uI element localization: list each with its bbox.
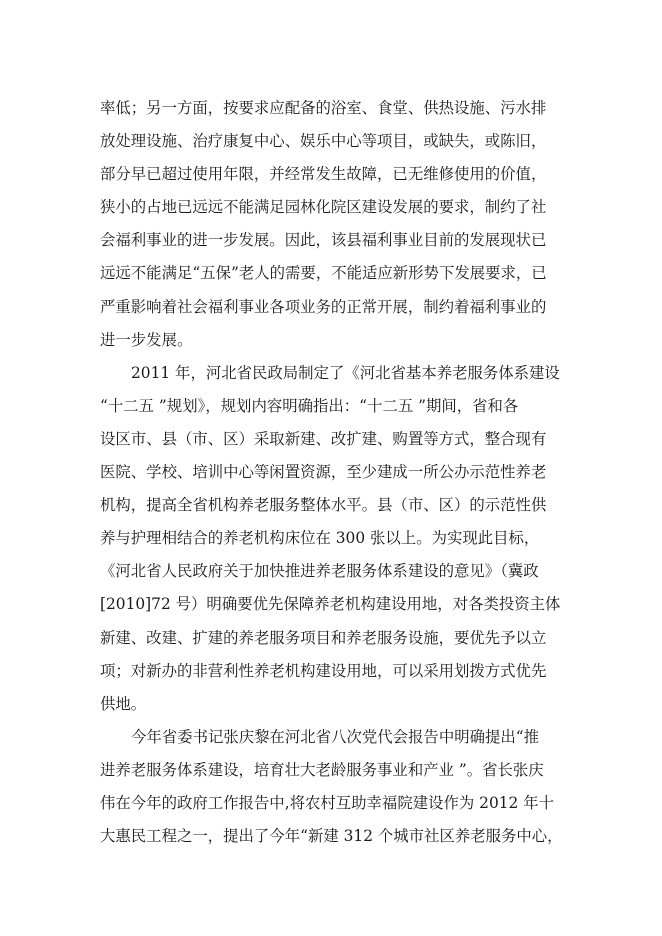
text-line: 新建、改建、扩建的养老服务项目和养老服务设施，要优先予以立 (100, 628, 547, 647)
text-line: 伟在今年的政府工作报告中,将农村互助幸福院建设作为 2012 年十 (100, 793, 555, 812)
paragraph-start-line: 2011 年，河北省民政局制定了《河北省基本养老服务体系建设 (131, 363, 560, 382)
text-line: 设区市、县（市、区）采取新建、改扩建、购置等方式，整合现有 (100, 429, 547, 448)
text-line: 养与护理相结合的养老机构床位在 300 张以上。为实现此目标， (100, 529, 540, 548)
text-line: 项；对新办的非营利性养老机构建设用地，可以采用划拨方式优先 (100, 661, 547, 680)
paragraph-start-line: 今年省委书记张庆黎在河北省八次党代会报告中明确提出“推 (131, 727, 540, 746)
text-line: “十二五 ”规划》，规划内容明确指出：“十二五 ”期间，省和各 (100, 396, 519, 415)
text-line: 严重影响着社会福利事业各项业务的正常开展，制约着福利事业的 (100, 297, 547, 316)
text-line: 进一步发展。 (100, 330, 193, 349)
text-line: 《河北省人民政府关于加快推进养老服务体系建设的意见》（冀政 (100, 562, 539, 581)
text-line: 狭小的占地已远远不能满足园林化院区建设发展的要求，制约了社 (100, 198, 547, 217)
text-line: 供地。 (100, 694, 147, 713)
text-line: 大惠民工程之一，提出了今年“新建 312 个城市社区养老服务中心， (100, 827, 563, 846)
text-line: 机构，提高全省机构养老服务整体水平。县（市、区）的示范性供 (100, 496, 547, 515)
text-line: 进养老服务体系建设，培育壮大老龄服务事业和产业 ”。省长张庆 (100, 760, 544, 779)
text-line: 远远不能满足“五保”老人的需要，不能适应新形势下发展要求，已 (100, 264, 547, 283)
text-line: 部分早已超过使用年限，并经常发生故障，已无维修使用的价值， (100, 165, 547, 184)
text-line: 放处理设施、治疗康复中心、娱乐中心等项目，或缺失，或陈旧， (100, 132, 547, 151)
text-line: 会福利事业的进一步发展。因此，该县福利事业目前的发展现状已 (100, 231, 547, 250)
text-line: [2010]72 号）明确要优先保障养老机构建设用地，对各类投资主体 (100, 595, 561, 614)
text-line: 率低；另一方面，按要求应配备的浴室、食堂、供热设施、污水排 (100, 99, 547, 117)
body-text (100, 92, 562, 853)
text-line: 医院、学校、培训中心等闲置资源，至少建成一所公办示范性养老 (100, 463, 547, 482)
